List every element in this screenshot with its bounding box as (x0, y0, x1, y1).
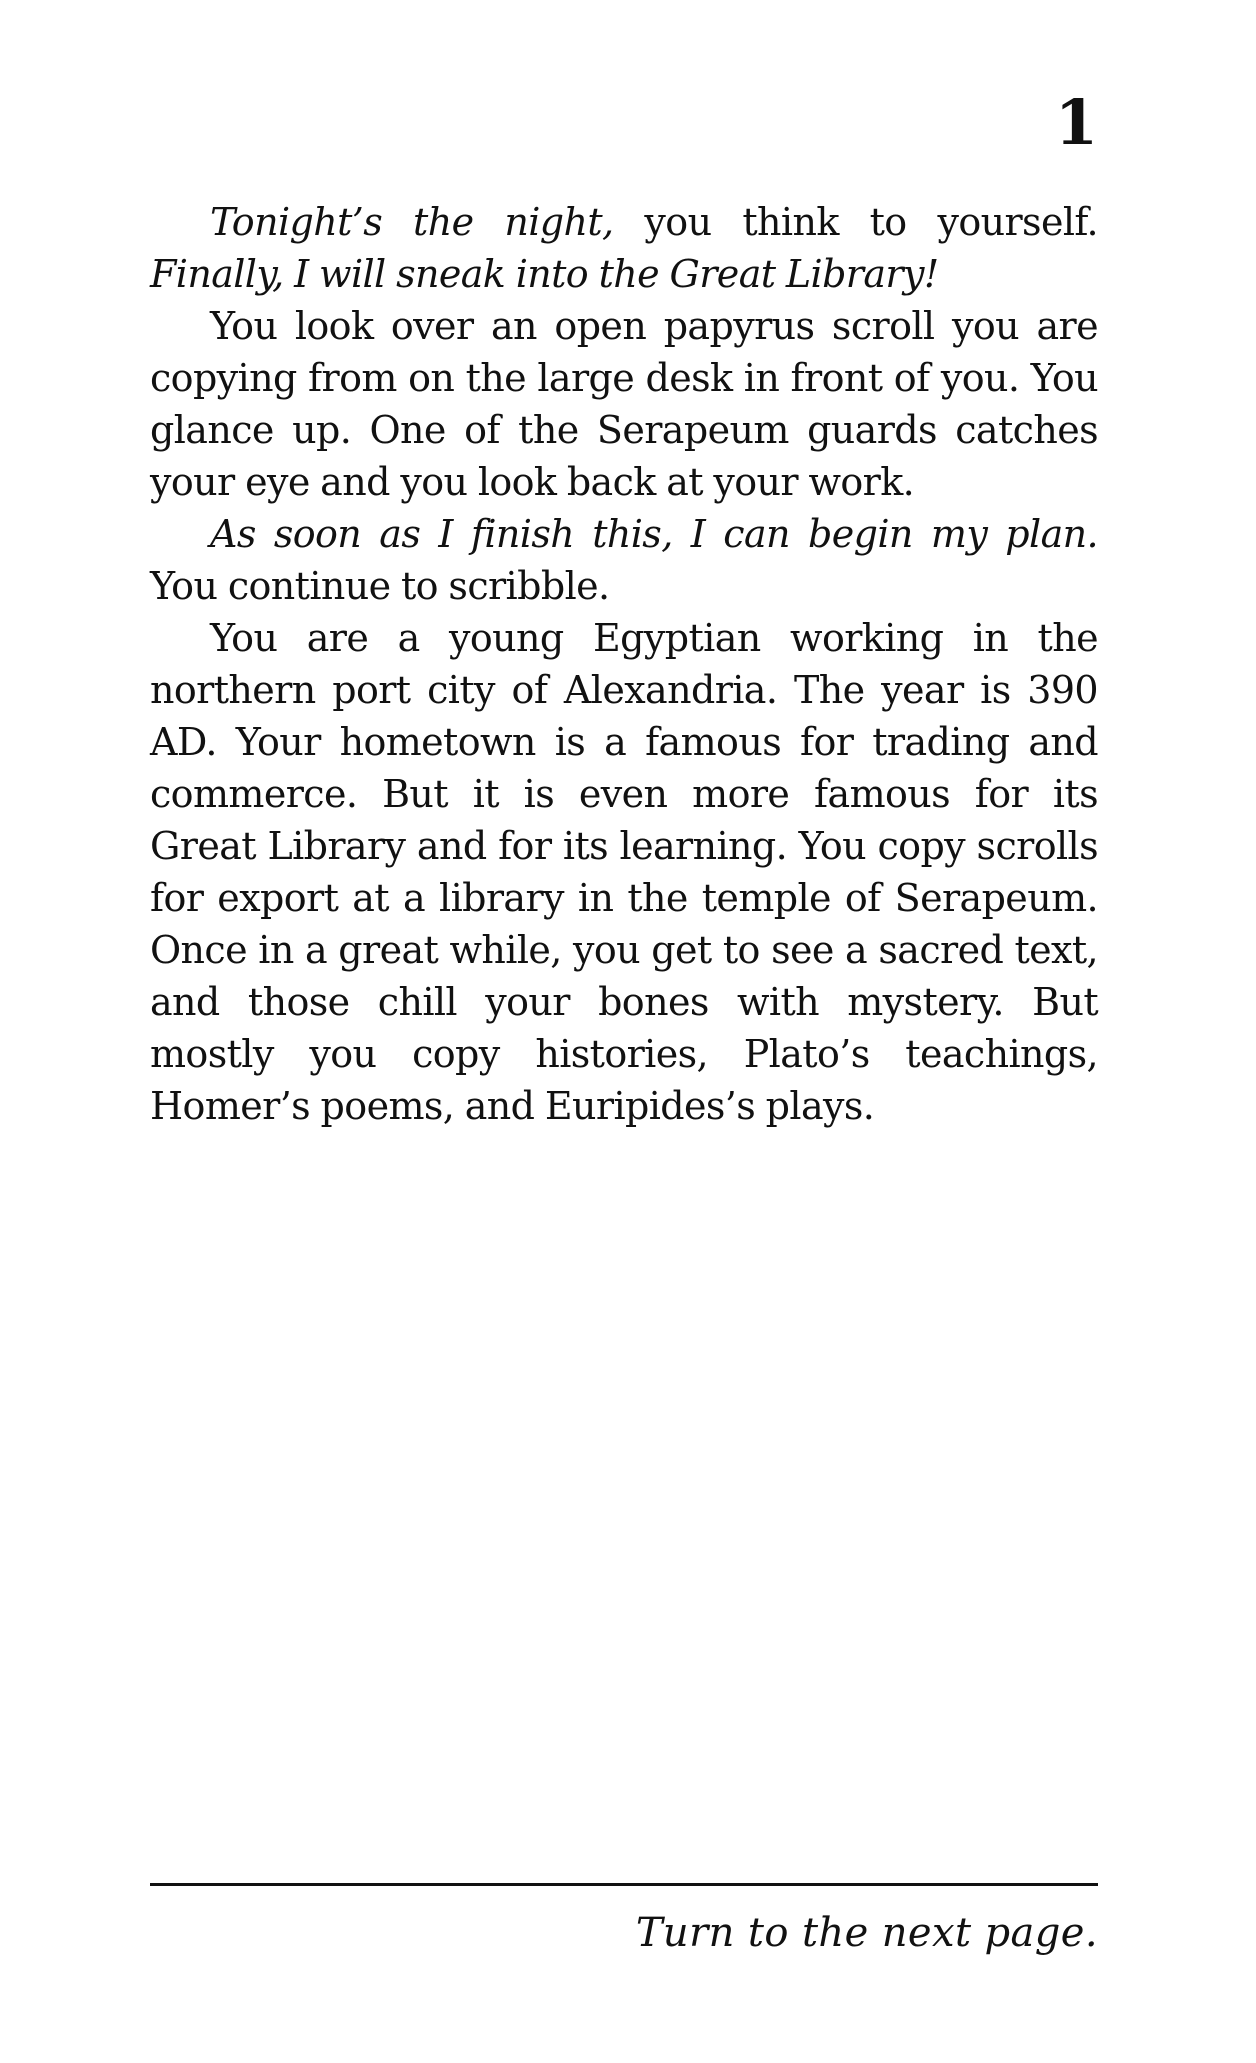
paragraph-1-italic-lead: Tonight’s the night, (210, 200, 614, 244)
paragraph-3-text: You continue to scribble. (150, 564, 610, 608)
page-number: 1 (1054, 86, 1098, 159)
next-page-prompt: Turn to the next page. (635, 1910, 1098, 1956)
paragraph-2-text: You look over an open papyrus scroll you are copying from on the large desk in front of you. You glance up. One of the Serapeum guards catches your eye and you look back at your work. (150, 304, 1098, 504)
paragraph-4 (150, 612, 1098, 1132)
paragraph-4-text: You are a young Egyptian working in the northern port city of Alexandria. The year is 390 AD. Your hometown is a famous for trading and commerce. But it is even more famous for its Great Library and for its learning. You copy scrolls for export at a library in the temple of Serapeum. Once in a great while, you get to see a sacred text, and those chill your bones with mystery. But mostly you copy histories, Plato’s teachings, Homer’s poems, and Euripides’s plays. (150, 616, 1098, 1128)
paragraph-1-text: you think to yourself. (613, 200, 1098, 244)
footer-divider (150, 1883, 1098, 1886)
paragraph-3-italic-lead: As soon as I finish this, I can begin my plan. (210, 512, 1098, 556)
body-text (150, 196, 1098, 1132)
paragraph-3 (150, 508, 1098, 612)
paragraph-1-italic-tail: Finally, I will sneak into the Great Library! (150, 252, 939, 296)
paragraph-2 (150, 300, 1098, 508)
paragraph-1 (150, 196, 1098, 300)
